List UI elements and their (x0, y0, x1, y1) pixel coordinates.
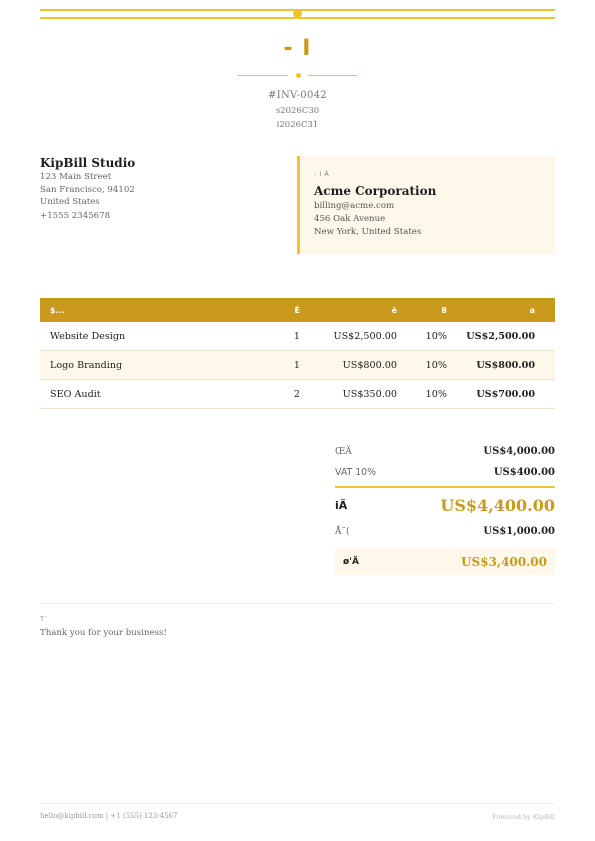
paid-row (335, 526, 555, 537)
sender-name: KipBill Studio (40, 156, 136, 170)
table-row (40, 380, 555, 409)
item-tax: 10% (425, 330, 447, 342)
footer-powered-by: Powered by KipBill (492, 813, 555, 821)
balance-due-label: ø'Ä (343, 556, 359, 567)
sender-country: United States (40, 197, 100, 208)
paid-value: US$1,000.00 (483, 526, 555, 537)
subtotal-label: ŒÄ (335, 446, 352, 457)
line-items-table (40, 298, 555, 409)
item-tax: 10% (425, 388, 447, 400)
client-street: 456 Oak Avenue (314, 213, 386, 224)
total-value: US$4,400.00 (440, 496, 555, 515)
client-email: billing@acme.com (314, 201, 395, 211)
item-quantity: 2 (293, 388, 300, 400)
header-amount: a (529, 305, 535, 315)
notes-text: Thank you for your business! (40, 628, 167, 638)
header-description: $... (50, 305, 65, 315)
vat-label: VAT 10% (335, 467, 377, 478)
total-row (335, 496, 555, 515)
sender-city: San Francisco, 94102 (40, 184, 135, 195)
balance-due-row (335, 548, 555, 575)
total-label: iÄ (335, 499, 348, 512)
totals-divider (335, 486, 555, 488)
balance-due-value: US$3,400.00 (461, 554, 547, 569)
issue-date: s2026C30 (275, 106, 320, 116)
title-ornament-dot (296, 73, 301, 78)
footer-contact: hello@kipbill.com | +1 (555) 123-4567 (40, 812, 178, 820)
footer-divider (40, 803, 555, 804)
item-description: Logo Branding (50, 359, 123, 371)
item-unit-price: US$800.00 (342, 359, 397, 371)
due-date: i2026C31 (276, 120, 319, 130)
bill-to-block (297, 156, 555, 254)
document-title: - I (283, 36, 312, 61)
notes-divider (40, 603, 555, 604)
table-header (40, 298, 555, 322)
paid-label: Å˜( (335, 526, 350, 537)
title-rule-right (308, 75, 357, 76)
notes-label: T¨ (40, 615, 48, 623)
vat-row (335, 467, 555, 478)
sender-phone: +1555 2345678 (40, 211, 111, 221)
item-quantity: 1 (293, 359, 300, 371)
sender-street: 123 Main Street (40, 172, 112, 182)
sender-block (40, 155, 270, 221)
table-row (40, 322, 555, 351)
top-ornament-dot (293, 9, 302, 18)
item-unit-price: US$2,500.00 (333, 330, 397, 342)
title-rule-left (238, 75, 288, 76)
item-amount: US$2,500.00 (466, 330, 535, 342)
table-row (40, 351, 555, 380)
item-description: Website Design (50, 330, 126, 342)
item-amount: US$700.00 (476, 388, 535, 400)
item-amount: US$800.00 (476, 359, 535, 371)
header-tax: 8 (441, 305, 447, 315)
item-description: SEO Audit (50, 388, 101, 400)
header-unit-price: è (391, 305, 397, 315)
header-quantity: É (294, 305, 300, 315)
bill-to-label: - I Á (314, 170, 330, 178)
client-name: Acme Corporation (314, 184, 437, 198)
vat-value: US$400.00 (493, 467, 555, 478)
client-city: New York, United States (314, 226, 422, 237)
invoice-number: #INV-0042 (268, 90, 327, 101)
item-unit-price: US$350.00 (342, 388, 397, 400)
subtotal-value: US$4,000.00 (483, 446, 555, 457)
item-tax: 10% (425, 359, 447, 371)
subtotal-row (335, 446, 555, 457)
item-quantity: 1 (293, 330, 300, 342)
